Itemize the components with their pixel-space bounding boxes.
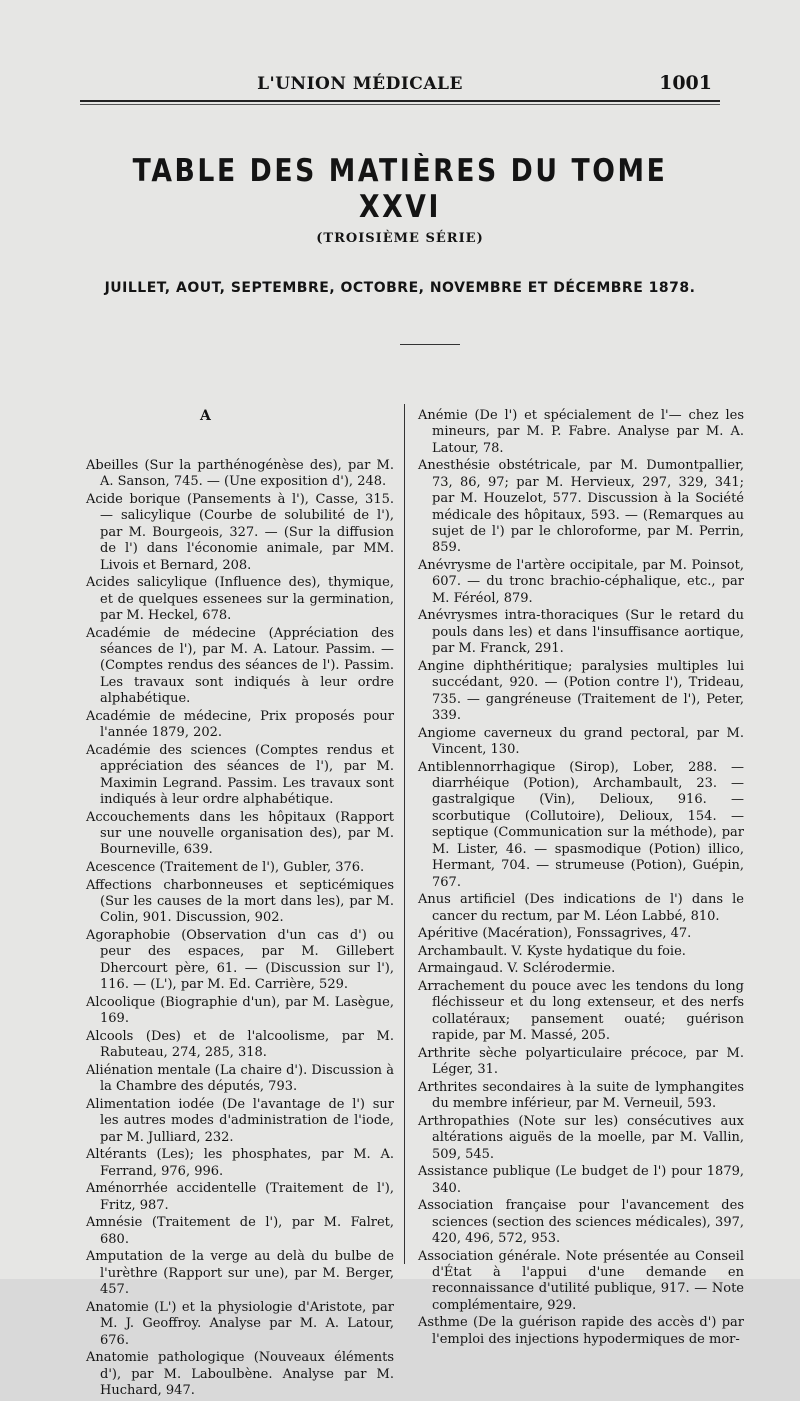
running-title: L'UNION MÉDICALE bbox=[257, 74, 463, 94]
index-entry: Apéritive (Macération), Fonssagrives, 47. bbox=[418, 926, 692, 942]
index-entry: Anatomie pathologique (Nouveaux éléments d'), par M. Laboulbène. Analyse par M. Huchard, 947. bbox=[86, 1350, 394, 1398]
index-entry: Arthrite sèche polyarticulaire précoce, par M. Léger, 31. bbox=[418, 1045, 744, 1078]
index-entry: Armaingaud. V. Sclérodermie. bbox=[418, 961, 616, 977]
right-column bbox=[418, 408, 744, 1349]
column-rule bbox=[404, 404, 405, 1264]
index-entry: Acide borique (Pansements à l'), Casse, 315. — salicylique (Courbe de solubilité de l'), par M. Bourgeois, 327. — (Sur la diffusion de l') dans l'économie animale, par MM. Livois et Bernard, 208. bbox=[86, 492, 394, 573]
index-entry: Anévrysmes intra-thoraciques (Sur le retard du pouls dans les) et dans l'insuffisance aortique, par M. Franck, 291. bbox=[418, 608, 744, 657]
index-entry: Alcools (Des) et de l'alcoolisme, par M. Rabuteau, 274, 285, 318. bbox=[86, 1028, 394, 1061]
index-entry: Arthrites secondaires à la suite de lymphangites du membre inférieur, par M. Verneuil, 593. bbox=[418, 1079, 744, 1112]
index-entry: Arrachement du pouce avec les tendons du long fléchisseur et du long extenseur, et des nerfs collatéraux; pansement ouaté; guérison rapide, par M. Massé, 205. bbox=[418, 978, 744, 1044]
left-column bbox=[86, 458, 394, 1401]
index-entry: Anatomie (L') et la physiologie d'Aristote, par M. J. Geoffroy. Analyse par M. A. Latour, 676. bbox=[86, 1299, 394, 1348]
index-entry: Angine diphthéritique; paralysies multiples lui succédant, 920. — (Potion contre l'), Trideau, 735. — gangréneuse (Traitement de l'), Peter, 339. bbox=[418, 658, 744, 724]
header-rule-secondary bbox=[80, 104, 720, 105]
running-header bbox=[80, 68, 720, 96]
index-entry: Archambault. V. Kyste hydatique du foie. bbox=[418, 943, 686, 959]
section-letter: A bbox=[200, 408, 211, 424]
index-entry: Association française pour l'avancement des sciences (section des sciences médicales), 397, 420, 496, 572, 953. bbox=[418, 1198, 744, 1246]
index-entry: Acescence (Traitement de l'), Gubler, 376. bbox=[86, 860, 365, 876]
index-entry: Amputation de la verge au delà du bulbe de l'urèthre (Rapport sur une), par M. Berger, 457. bbox=[86, 1249, 394, 1298]
period-label: JUILLET, AOUT, SEPTEMBRE, OCTOBRE, NOVEMBRE ET DÉCEMBRE 1878. bbox=[104, 280, 696, 296]
index-entry: Association générale. Note présentée au Conseil d'État à l'appui d'une demande en reconnaissance d'utilité publique, 917. — Note complémentaire, 929. bbox=[418, 1248, 744, 1313]
index-entry: Affections charbonneuses et septicémiques (Sur les causes de la mort dans les), par M. Colin, 901. Discussion, 902. bbox=[86, 877, 394, 926]
index-entry: Académie des sciences (Comptes rendus et appréciation des séances de l'), par M. Maximin Legrand. Passim. Les travaux sont indiqués à leur ordre alphabétique. bbox=[86, 742, 394, 808]
index-entry: Amnésie (Traitement de l'), par M. Falret, 680. bbox=[86, 1215, 394, 1247]
index-entry: Arthropathies (Note sur les) consécutives aux altérations aiguës de la moelle, par M. Vallin, 509, 545. bbox=[418, 1113, 744, 1162]
index-entry: Académie de médecine (Appréciation des séances de l'), par M. A. Latour. Passim. — (Comptes rendus des séances de l'). Passim. Les travaux sont indiqués à leur ordre alphabétique. bbox=[86, 625, 394, 707]
title-divider bbox=[400, 344, 460, 345]
series-label: (TROISIÈME SÉRIE) bbox=[316, 231, 484, 246]
index-entry: Asthme (De la guérison rapide des accès d') par l'emploi des injections hypodermiques de mor- bbox=[418, 1315, 744, 1347]
header-rule bbox=[80, 100, 720, 102]
index-entry: Aménorrhée accidentelle (Traitement de l'), Fritz, 987. bbox=[86, 1181, 394, 1213]
index-entry: Agoraphobie (Observation d'un cas d') ou peur des espaces, par M. Gillebert Dhercourt père, 61. — (Discussion sur l'), 116. — (L'), par M. Ed. Carrière, 529. bbox=[86, 928, 394, 993]
index-entry: Antiblennorrhagique (Sirop), Lober, 288. — diarrhéique (Potion), Archambault, 23. — gastralgique (Vin), Delioux, 916. — scorbutique (Collutoire), Delioux, 154. — septique (Communication sur la méthode), par M. Lister, 46. — spasmodique (Potion) illico, Hermant, 704. — strumeuse (Potion), Guépin, 767. bbox=[418, 759, 744, 890]
index-entry: Alcoolique (Biographie d'un), par M. Lasègue, 169. bbox=[86, 994, 394, 1027]
index-entry: Académie de médecine, Prix proposés pour l'année 1879, 202. bbox=[86, 708, 394, 741]
page-number: 1001 bbox=[659, 72, 712, 94]
index-entry: Assistance publique (Le budget de l') pour 1879, 340. bbox=[418, 1164, 744, 1196]
index-entry: Aliénation mentale (La chaire d'). Discussion à la Chambre des députés, 793. bbox=[86, 1062, 394, 1095]
index-entry: Anévrysme de l'artère occipitale, par M. Poinsot, 607. — du tronc brachio-céphalique, etc., par M. Féréol, 879. bbox=[418, 558, 744, 606]
index-entry: Angiome caverneux du grand pectoral, par M. Vincent, 130. bbox=[418, 725, 744, 758]
index-entry: Acides salicylique (Influence des), thymique, et de quelques essenees sur la germination, par M. Heckel, 678. bbox=[86, 575, 394, 624]
index-entry: Altérants (Les); les phosphates, par M. A. Ferrand, 976, 996. bbox=[86, 1147, 394, 1179]
index-entry: Anémie (De l') et spécialement de l'— chez les mineurs, par M. P. Fabre. Analyse par M. A. Latour, 78. bbox=[418, 408, 744, 456]
table-title: TABLE DES MATIÈRES DU TOME XXVI bbox=[132, 153, 668, 225]
index-entry: Abeilles (Sur la parthénogénèse des), par M. A. Sanson, 745. — (Une exposition d'), 248. bbox=[86, 458, 394, 490]
index-entry: Anus artificiel (Des indications de l') dans le cancer du rectum, par M. Léon Labbé, 810. bbox=[418, 892, 744, 924]
index-entry: Alimentation iodée (De l'avantage de l') sur les autres modes d'administration de l'iode, par M. Julliard, 232. bbox=[86, 1096, 394, 1145]
index-entry: Accouchements dans les hôpitaux (Rapport sur une nouvelle organisation des), par M. Bourneville, 639. bbox=[86, 809, 394, 858]
index-entry: Anesthésie obstétricale, par M. Dumontpallier, 73, 86, 97; par M. Hervieux, 297, 329, 341; par M. Houzelot, 577. Discussion à la Société médicale des hôpitaux, 593. — (Remarques au sujet de l') par le chloroforme, par M. Perrin, 859. bbox=[418, 458, 744, 556]
